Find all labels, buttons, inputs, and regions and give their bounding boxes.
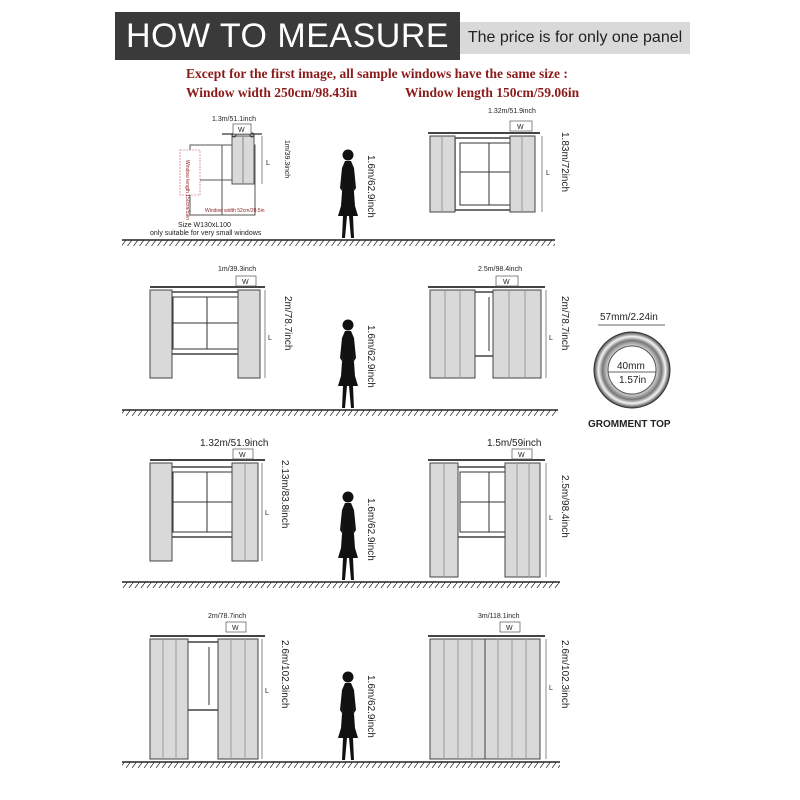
l-label: L: [549, 335, 553, 342]
small-window-suitability: only suitable for very small windows: [150, 230, 262, 237]
price-note: The price is for only one panel: [460, 22, 690, 54]
example-1-length: 1m/39.3inch: [283, 140, 290, 179]
example-6: [428, 438, 570, 577]
l-label: L: [266, 160, 270, 167]
window-length-note: Window length 150cm/59.06in: [405, 85, 580, 100]
example-2: [428, 108, 570, 212]
w-label: W: [242, 279, 249, 286]
example-2-width: 1.32m/51.9inch: [488, 108, 536, 115]
l-label: L: [546, 170, 550, 177]
w-label: W: [518, 452, 525, 459]
w-label: W: [238, 127, 245, 134]
l-label: L: [549, 685, 553, 692]
example-3: [150, 266, 293, 378]
l-label: L: [268, 335, 272, 342]
example-5-length: 2.13m/83.8inch: [279, 460, 290, 529]
example-3-width: 1m/39.3inch: [218, 266, 257, 273]
page-title: HOW TO MEASURE: [115, 12, 460, 60]
w-label: W: [517, 124, 524, 131]
example-7: [150, 613, 290, 759]
w-label: W: [239, 452, 246, 459]
example-7-width: 2m/78.7inch: [208, 613, 247, 620]
w-label: W: [232, 625, 239, 632]
example-4-width: 2.5m/98.4inch: [478, 266, 522, 273]
grommet-inner-mm: 40mm: [617, 361, 645, 372]
person-height-1: 1.6m/62.9inch: [365, 155, 376, 218]
person-height-4: 1.6m/62.9inch: [365, 675, 376, 738]
small-window-length: Window length 150cm/59in: [184, 160, 190, 221]
example-7-length: 2.6m/102.3inch: [279, 640, 290, 709]
example-6-length: 2.5m/98.4inch: [559, 475, 570, 538]
sample-note: Except for the first image, all sample windows have the same size :: [186, 66, 568, 81]
example-4: [428, 266, 570, 378]
grommet-diagram: [588, 312, 671, 430]
person-height-2: 1.6m/62.9inch: [365, 325, 376, 388]
l-label: L: [265, 688, 269, 695]
person-height-3: 1.6m/62.9inch: [365, 498, 376, 561]
l-label: L: [265, 510, 269, 517]
w-label: W: [506, 625, 513, 632]
example-5-width: 1.32m/51.9inch: [200, 438, 269, 449]
small-window-size: Size W130xL100: [178, 222, 231, 229]
w-label: W: [503, 279, 510, 286]
grommet-label: GROMMENT TOP: [588, 419, 671, 430]
grommet-outer-size: 57mm/2.24in: [600, 312, 658, 323]
example-3-length: 2m/78.7inch: [282, 296, 293, 351]
example-5: [150, 438, 290, 561]
small-window-width: Window width 52cm/20.5in: [205, 208, 265, 214]
example-8-width: 3m/118.1inch: [478, 613, 520, 620]
example-2-length: 1.83m/72inch: [559, 132, 570, 193]
example-4-length: 2m/78.7inch: [559, 296, 570, 351]
grommet-inner-in: 1.57in: [619, 375, 647, 386]
l-label: L: [549, 515, 553, 522]
example-8-length: 2.6m/102.3inch: [559, 640, 570, 709]
example-8: [428, 613, 570, 759]
window-width-note: Window width 250cm/98.43in: [186, 85, 358, 100]
example-6-width: 1.5m/59inch: [487, 438, 542, 449]
example-1-small-window: [150, 116, 290, 237]
example-1-width: 1.3m/51.1inch: [212, 116, 256, 123]
